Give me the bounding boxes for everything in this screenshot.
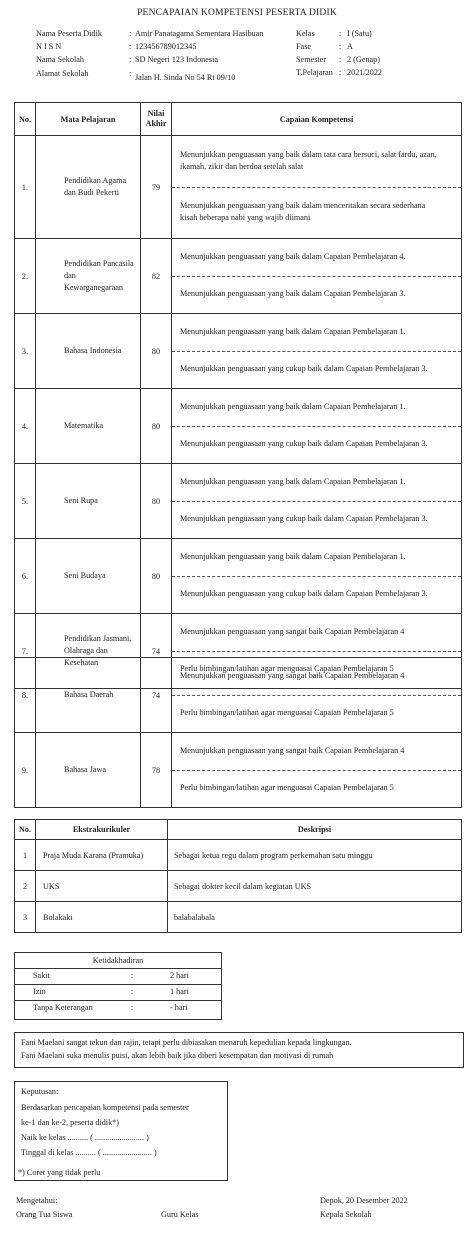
competency-line-1: Menunjukkan penguasaan yang sangat baik Capaian Pembelajaran 4 <box>180 745 405 755</box>
subject-row <box>15 464 462 539</box>
competency-line-1: Menunjukkan penguasaan yang sangat baik Capaian Pembelajaran 4 <box>180 670 405 680</box>
attendance-value: 1 hari <box>170 987 189 996</box>
subject-name: Bahasa Indonesia <box>36 314 141 389</box>
extra-name: Bolakaki <box>36 902 168 933</box>
competency-divider <box>172 426 461 427</box>
local-content-table <box>14 657 462 808</box>
final-score: 80 <box>141 539 172 614</box>
subject-name: Pendidikan Agama dan Budi Pekerti <box>36 136 141 239</box>
competency-line-2: Menunjukkan penguasaan yang cukup baik dalam Capaian Pembelajaran 3. <box>180 588 428 598</box>
student-label: Nama Peserta Didik <box>36 29 102 38</box>
competency-divider <box>172 187 461 188</box>
competency-divider <box>172 501 461 502</box>
class-label: Kelas <box>296 29 315 38</box>
attendance-divider <box>15 984 221 985</box>
parent-signature-label: Orang Tua Siswa <box>16 1210 73 1219</box>
subject-name: Pendidikan Jasmani, Olahraga dan Kesehatan <box>36 614 141 689</box>
extracurricular-row <box>15 871 462 902</box>
teacher-signature-label: Guru Kelas <box>161 1210 199 1219</box>
competency-cell <box>172 539 462 614</box>
attendance-divider <box>15 1000 221 1001</box>
student-label: Alamat Sekolah <box>36 69 89 78</box>
student-colon: : <box>129 42 132 51</box>
competency-divider <box>172 276 461 277</box>
competency-line-2: Perlu bimbingan/latihan agar menguasai Capaian Pembelajaran 5 <box>180 663 394 673</box>
competency-cell <box>172 658 462 733</box>
row-number: 7. <box>15 614 36 689</box>
final-score: 74 <box>141 614 172 689</box>
competency-line-2: kisah beberapa nabi yang wajib diimani <box>180 212 311 222</box>
attendance-title: Ketidakhadiran <box>92 956 144 965</box>
extracurricular-table <box>14 819 462 933</box>
decision-title: Keputusan: <box>21 1087 59 1096</box>
extra-name: Praja Muda Karana (Pramuka) <box>36 840 168 871</box>
competency-line-2: Menunjukkan penguasaan yang baik dalam Capaian Pembelajaran 3. <box>180 288 406 298</box>
competency-cell <box>172 733 462 808</box>
attendance-label: Izin <box>33 987 46 996</box>
extra-description: Sebagai ketua regu dalam program perkemahan satu minggu <box>168 840 462 871</box>
competency-cell <box>172 464 462 539</box>
extra-name: UKS <box>36 871 168 902</box>
class-colon: : <box>339 29 342 38</box>
attendance-divider <box>15 968 221 969</box>
row-number: 4. <box>15 389 36 464</box>
competency-cell <box>172 136 462 239</box>
class-value: 2021/2022 <box>347 68 383 77</box>
competency-cell <box>172 239 462 314</box>
extra-header-no: No. <box>15 820 36 840</box>
subject-row <box>15 733 462 808</box>
page-title: PENCAPAIAN KOMPETENSI PESERTA DIDIK <box>137 8 337 18</box>
teacher-note: Fani Maelani suka menulis puisi, akan lebih baik jika diberi kesempatan dan motivasi di rumah <box>21 1051 334 1060</box>
row-number: 3. <box>15 314 36 389</box>
competency-line-1: Menunjukkan penguasaan yang baik dalam Capaian Pembelajaran 1. <box>180 326 406 336</box>
competency-line-1: ikamah, zikir dan berdoa setelah salat <box>180 161 304 171</box>
header-score: Nilai Akhir <box>141 103 172 136</box>
competency-line-2: Menunjukkan penguasaan yang baik dalam menceritakan secara sederhana <box>180 200 426 210</box>
principal-signature-label: Kepala Sekolah <box>320 1210 372 1219</box>
attendance-colon: : <box>131 987 134 996</box>
attendance-value: - hari <box>170 1003 188 1012</box>
competency-divider <box>172 351 461 352</box>
attendance-colon: : <box>131 1003 134 1012</box>
subject-name: Pendidikan Pancasila dan Kewarganegaraan <box>36 239 141 314</box>
subject-row <box>15 389 462 464</box>
teacher-note: Fani Maelani sangat tekun dan rajin, tetapi perlu dibiasakan menaruh kepedulian kepada lingkungan. <box>21 1038 352 1047</box>
class-value: 2 (Genap) <box>347 55 380 64</box>
extra-description: Sebagai dokter kecil dalam kegiatan UKS <box>168 871 462 902</box>
subject-row <box>15 239 462 314</box>
competency-line-1: Menunjukkan penguasaan yang baik dalam tata cara bersuci, salat fardu, azan, <box>180 149 437 159</box>
student-colon: : <box>129 29 132 38</box>
extracurricular-row <box>15 840 462 871</box>
decision-line: Naik ke kelas .......... ( ........................ ) <box>21 1133 149 1142</box>
final-score: 80 <box>141 314 172 389</box>
subject-name: Seni Budaya <box>36 539 141 614</box>
header-competency: Capaian Kompetensi <box>172 103 462 136</box>
attendance-label: Sakit <box>33 971 50 980</box>
extra-number: 1 <box>15 840 36 871</box>
row-number: 8. <box>15 658 36 733</box>
class-label: Fase <box>296 42 312 51</box>
attendance-value: 2 hari <box>170 971 189 980</box>
row-number: 9. <box>15 733 36 808</box>
subject-name: Bahasa Jawa <box>36 733 141 808</box>
competency-cell <box>172 314 462 389</box>
subject-name: Bahasa Daerah <box>36 658 141 733</box>
extra-header-name: Ekstrakurikuler <box>36 820 168 840</box>
competency-line-2: Perlu bimbingan/latihan agar menguasai Capaian Pembelajaran 5 <box>180 782 394 792</box>
competency-line-1: Menunjukkan penguasaan yang baik dalam Capaian Pembelajaran 1. <box>180 401 406 411</box>
attendance-colon: : <box>131 971 134 980</box>
class-label: Semester <box>296 55 327 64</box>
class-colon: : <box>339 42 342 51</box>
attendance-label: Tanpa Keterangan <box>33 1003 93 1012</box>
decision-line: Tinggal di kelas .......... ( ........................ ) <box>21 1148 157 1157</box>
place-date: Depok, 20 Desember 2022 <box>320 1196 408 1205</box>
subject-name: Matematika <box>36 389 141 464</box>
student-colon: : <box>129 69 132 78</box>
competency-line-2: Menunjukkan penguasaan yang cukup baik dalam Capaian Pembelajaran 3. <box>180 363 428 373</box>
row-number: 1. <box>15 136 36 239</box>
subject-row <box>15 658 462 733</box>
subject-row <box>15 136 462 239</box>
extra-header-desc: Deskripsi <box>168 820 462 840</box>
competency-line-1: Menunjukkan penguasaan yang baik dalam Capaian Pembelajaran 1. <box>180 551 406 561</box>
extra-number: 2 <box>15 871 36 902</box>
student-label: N I S N <box>36 42 62 51</box>
competency-line-2: Perlu bimbingan/latihan agar menguasai Capaian Pembelajaran 5 <box>180 707 394 717</box>
final-score: 82 <box>141 239 172 314</box>
decision-footnote: *) Coret yang tidak perlu <box>18 1168 101 1177</box>
class-colon: : <box>339 68 342 77</box>
decision-box <box>14 1081 228 1181</box>
student-value: SD Negeri 123 Indonesia <box>135 55 218 64</box>
competency-divider <box>172 695 461 696</box>
student-value: Jalan H. Sinda No 54 Rt 09/10 <box>135 73 236 82</box>
final-score: 78 <box>141 733 172 808</box>
class-value: A <box>347 42 353 51</box>
final-score: 79 <box>141 136 172 239</box>
extra-number: 3 <box>15 902 36 933</box>
extracurricular-row <box>15 902 462 933</box>
class-colon: : <box>339 55 342 64</box>
header-no: No. <box>15 103 36 136</box>
attendance-box <box>14 952 222 1020</box>
notes-box <box>14 1032 464 1068</box>
decision-line: ke-1 dan ke-2, peserta didik*) <box>21 1118 119 1127</box>
subject-name: Seni Rupa <box>36 464 141 539</box>
final-score: 80 <box>141 389 172 464</box>
subject-row <box>15 539 462 614</box>
competency-line-2: Menunjukkan penguasaan yang cukup baik dalam Capaian Pembelajaran 3. <box>180 438 428 448</box>
extra-description: balabalabala <box>168 902 462 933</box>
final-score: 74 <box>141 658 172 733</box>
competency-line-1: Menunjukkan penguasaan yang sangat baik Capaian Pembelajaran 4 <box>180 626 405 636</box>
class-value: I (Satu) <box>347 29 372 38</box>
class-label: T.Pelajaran <box>296 68 333 77</box>
competency-cell <box>172 389 462 464</box>
competency-line-1: Menunjukkan penguasaan yang baik dalam Capaian Pembelajaran 1. <box>180 476 406 486</box>
final-score: 80 <box>141 464 172 539</box>
student-value: 123456789012345 <box>135 42 197 51</box>
student-value: Amir Panatagama Sementara Hasibuan <box>135 29 264 38</box>
header-subject: Mata Pelajaran <box>36 103 141 136</box>
competency-divider <box>172 651 461 652</box>
subject-row <box>15 314 462 389</box>
decision-line: Berdasarkan pencapaian kompetensi pada semester <box>21 1103 189 1112</box>
row-number: 2. <box>15 239 36 314</box>
student-label: Nama Sekolah <box>36 55 84 64</box>
competency-line-1: Menunjukkan penguasaan yang baik dalam Capaian Pembelajaran 4. <box>180 251 406 261</box>
competency-line-2: Menunjukkan penguasaan yang cukup baik dalam Capaian Pembelajaran 3. <box>180 513 428 523</box>
row-number: 6. <box>15 539 36 614</box>
student-colon: : <box>129 55 132 64</box>
competency-divider <box>172 576 461 577</box>
mengetahui-label: Mengetahui: <box>16 1196 58 1205</box>
competency-divider <box>172 770 461 771</box>
row-number: 5. <box>15 464 36 539</box>
competency-table <box>14 102 462 689</box>
